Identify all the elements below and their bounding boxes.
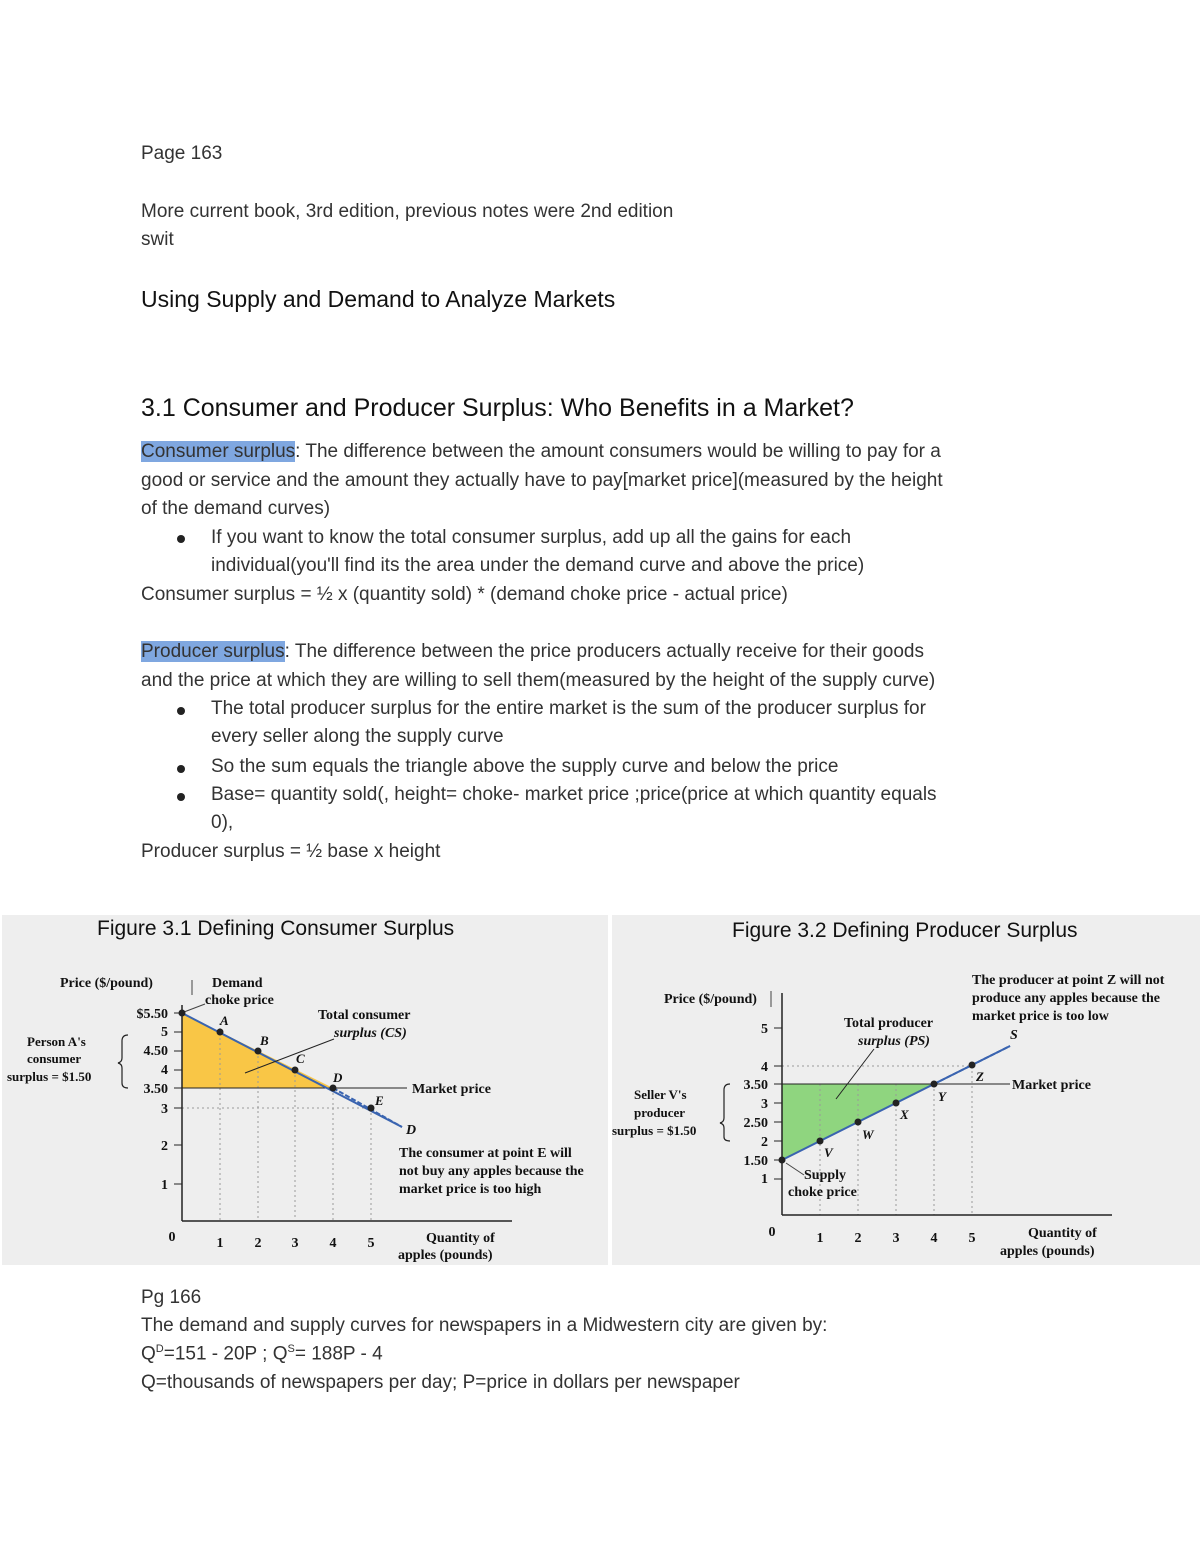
point-label: Z — [976, 1069, 984, 1084]
point-label: E — [375, 1093, 384, 1108]
note-line: More current book, 3rd edition, previous notes were 2nd edition — [141, 201, 674, 222]
supply-choke-label: choke price — [788, 1185, 857, 1200]
definition-line: of the demand curves) — [141, 498, 331, 519]
curve-label: D — [406, 1123, 417, 1138]
note-text: produce any apples because the — [972, 991, 1160, 1006]
person-a-label: Person A's — [27, 1034, 86, 1049]
x-axis-label: apples (pounds) — [398, 1248, 493, 1263]
bullet-dot — [177, 765, 185, 773]
note-text: market price is too low — [972, 1009, 1109, 1024]
y-tick-label: 3 — [161, 1102, 168, 1117]
seller-v-label: producer — [634, 1105, 686, 1120]
cs-label: Total consumer — [318, 1008, 411, 1023]
y-axis-label: Price ($/pound) — [60, 976, 153, 991]
point-label: W — [862, 1127, 874, 1142]
x-axis-label: apples (pounds) — [1000, 1244, 1095, 1259]
ps-label: Total producer — [844, 1016, 934, 1031]
y-tick-label: 2 — [161, 1139, 168, 1154]
bullet-dot — [177, 535, 185, 543]
point-e — [368, 1105, 375, 1112]
point-x — [893, 1100, 900, 1107]
point-a — [217, 1029, 224, 1036]
eq-superscript: S — [287, 1343, 295, 1355]
x-tick-label: 5 — [367, 1236, 375, 1251]
bullet-text: individual(you'll find its the area under the demand curve and above the price) — [211, 555, 865, 576]
definition-line: and the price at which they are willing to sell them(measured by the height of the supply curve) — [141, 670, 936, 691]
point-y — [931, 1081, 938, 1088]
point-d — [330, 1085, 337, 1092]
y-tick-label: 2.50 — [743, 1116, 768, 1131]
bullet-text: If you want to know the total consumer surplus, add up all the gains for each — [211, 527, 852, 548]
x-tick-label: 1 — [816, 1231, 824, 1246]
problem-text: The demand and supply curves for newspapers in a Midwestern city are given by: — [141, 1315, 828, 1336]
y-tick-label: 4 — [161, 1063, 168, 1078]
point-z — [969, 1062, 976, 1069]
y-axis-label: Price ($/pound) — [664, 992, 757, 1007]
x-tick-label: 3 — [291, 1236, 299, 1251]
point-label: B — [260, 1033, 269, 1048]
equation-line — [141, 1343, 383, 1365]
bullet-dot — [177, 707, 185, 715]
bullet-text: Base= quantity sold(, height= choke- market price ;price(price at which quantity equals — [211, 784, 937, 805]
demand-choke-label: Demand — [212, 976, 263, 991]
y-tick-label: 3.50 — [143, 1082, 168, 1097]
bullet-text: The total producer surplus for the entire market is the sum of the producer surplus for — [211, 698, 926, 719]
y-tick-label: 1 — [761, 1172, 768, 1187]
ps-label: surplus (PS) — [858, 1034, 930, 1049]
consumer-surplus-term: Consumer surplus — [141, 441, 296, 462]
y-tick-label: 2 — [761, 1135, 768, 1150]
producer-definition — [141, 641, 924, 663]
x-tick-label: 4 — [329, 1236, 337, 1251]
y-tick-label: 3 — [761, 1097, 768, 1112]
y-tick-label: 4 — [761, 1060, 768, 1075]
y-tick-label: 1.50 — [743, 1154, 768, 1169]
x-tick-label: 3 — [892, 1231, 900, 1246]
x-tick-label: 1 — [216, 1236, 224, 1251]
main-heading: Using Supply and Demand to Analyze Markets — [141, 286, 616, 312]
demand-choke-label: choke price — [205, 993, 274, 1008]
note-text: not buy any apples because the — [399, 1164, 584, 1179]
seller-v-label: surplus = $1.50 — [612, 1123, 697, 1138]
note-text: The consumer at point E will — [399, 1146, 572, 1161]
definition-text: : The difference between the price producers actually receive for their goods — [284, 641, 924, 662]
bullet-text: every seller along the supply curve — [211, 726, 504, 747]
point-v — [817, 1138, 824, 1145]
y-tick-label: $5.50 — [136, 1007, 168, 1022]
point-label: D — [333, 1070, 343, 1085]
person-a-label: consumer — [27, 1051, 82, 1066]
y-tick-label: 1 — [161, 1178, 168, 1193]
x-axis-label: Quantity of — [426, 1231, 495, 1246]
y-tick-label: 4.50 — [143, 1044, 168, 1059]
seller-v-label: Seller V's — [634, 1087, 687, 1102]
figure-producer-surplus — [612, 915, 1200, 1265]
point-label: C — [296, 1051, 305, 1066]
eq-part: =151 - 20P ; Q — [163, 1343, 288, 1365]
x-tick-label: 5 — [968, 1231, 976, 1246]
y-tick-label: 5 — [761, 1022, 768, 1037]
bullet-dot — [177, 793, 185, 801]
y-tick-label: 3.50 — [743, 1078, 768, 1093]
point-b — [255, 1048, 262, 1055]
person-a-label: surplus = $1.50 — [7, 1069, 92, 1084]
point-label: X — [900, 1107, 909, 1122]
note-text: The producer at point Z will not — [972, 973, 1165, 988]
consumer-formula: Consumer surplus = ½ x (quantity sold) * (demand choke price - actual price) — [141, 584, 788, 605]
page-label: Page 163 — [141, 143, 223, 164]
x-tick-label: 2 — [854, 1231, 862, 1246]
problem-text: Q=thousands of newspapers per day; P=price in dollars per newspaper — [141, 1372, 740, 1393]
market-price-label: Market price — [1012, 1078, 1091, 1093]
bullet-text: So the sum equals the triangle above the supply curve and below the price — [211, 756, 839, 777]
origin-label: 0 — [168, 1230, 176, 1245]
cs-label: surplus (CS) — [334, 1026, 407, 1041]
note-text: market price is too high — [399, 1182, 542, 1197]
point-c — [292, 1067, 299, 1074]
point-w — [855, 1119, 862, 1126]
curve-label: S — [1010, 1028, 1018, 1043]
point-label: V — [824, 1145, 833, 1160]
consumer-definition — [141, 441, 941, 463]
figure-title: Figure 3.1 Defining Consumer Surplus — [97, 917, 455, 940]
market-price-label: Market price — [412, 1082, 491, 1097]
bullet-text: 0), — [211, 812, 234, 833]
section-heading: 3.1 Consumer and Producer Surplus: Who Benefits in a Market? — [141, 394, 854, 422]
eq-part: = 188P - 4 — [294, 1343, 383, 1365]
note-line: swit — [141, 229, 174, 250]
definition-line: good or service and the amount they actually have to pay[market price](measured by the height — [141, 470, 943, 491]
point-label: A — [220, 1013, 229, 1028]
x-axis-label: Quantity of — [1028, 1226, 1097, 1241]
y-tick-label: 5 — [161, 1025, 168, 1040]
producer-surplus-term: Producer surplus — [141, 641, 285, 662]
page-ref: Pg 166 — [141, 1287, 202, 1308]
x-tick-label: 2 — [254, 1236, 262, 1251]
point-label: Y — [938, 1089, 946, 1104]
producer-formula: Producer surplus = ½ base x height — [141, 841, 441, 862]
figure-consumer-surplus — [2, 915, 608, 1265]
x-tick-label: 4 — [930, 1231, 938, 1246]
eq-part: Q — [141, 1343, 156, 1365]
supply-choke-label: Supply — [804, 1168, 847, 1183]
figure-title: Figure 3.2 Defining Producer Surplus — [732, 919, 1078, 942]
origin-label: 0 — [768, 1225, 776, 1240]
figure-background — [2, 915, 608, 1265]
definition-text: : The difference between the amount consumers would be willing to pay for a — [295, 441, 941, 462]
eq-superscript: D — [155, 1343, 164, 1355]
